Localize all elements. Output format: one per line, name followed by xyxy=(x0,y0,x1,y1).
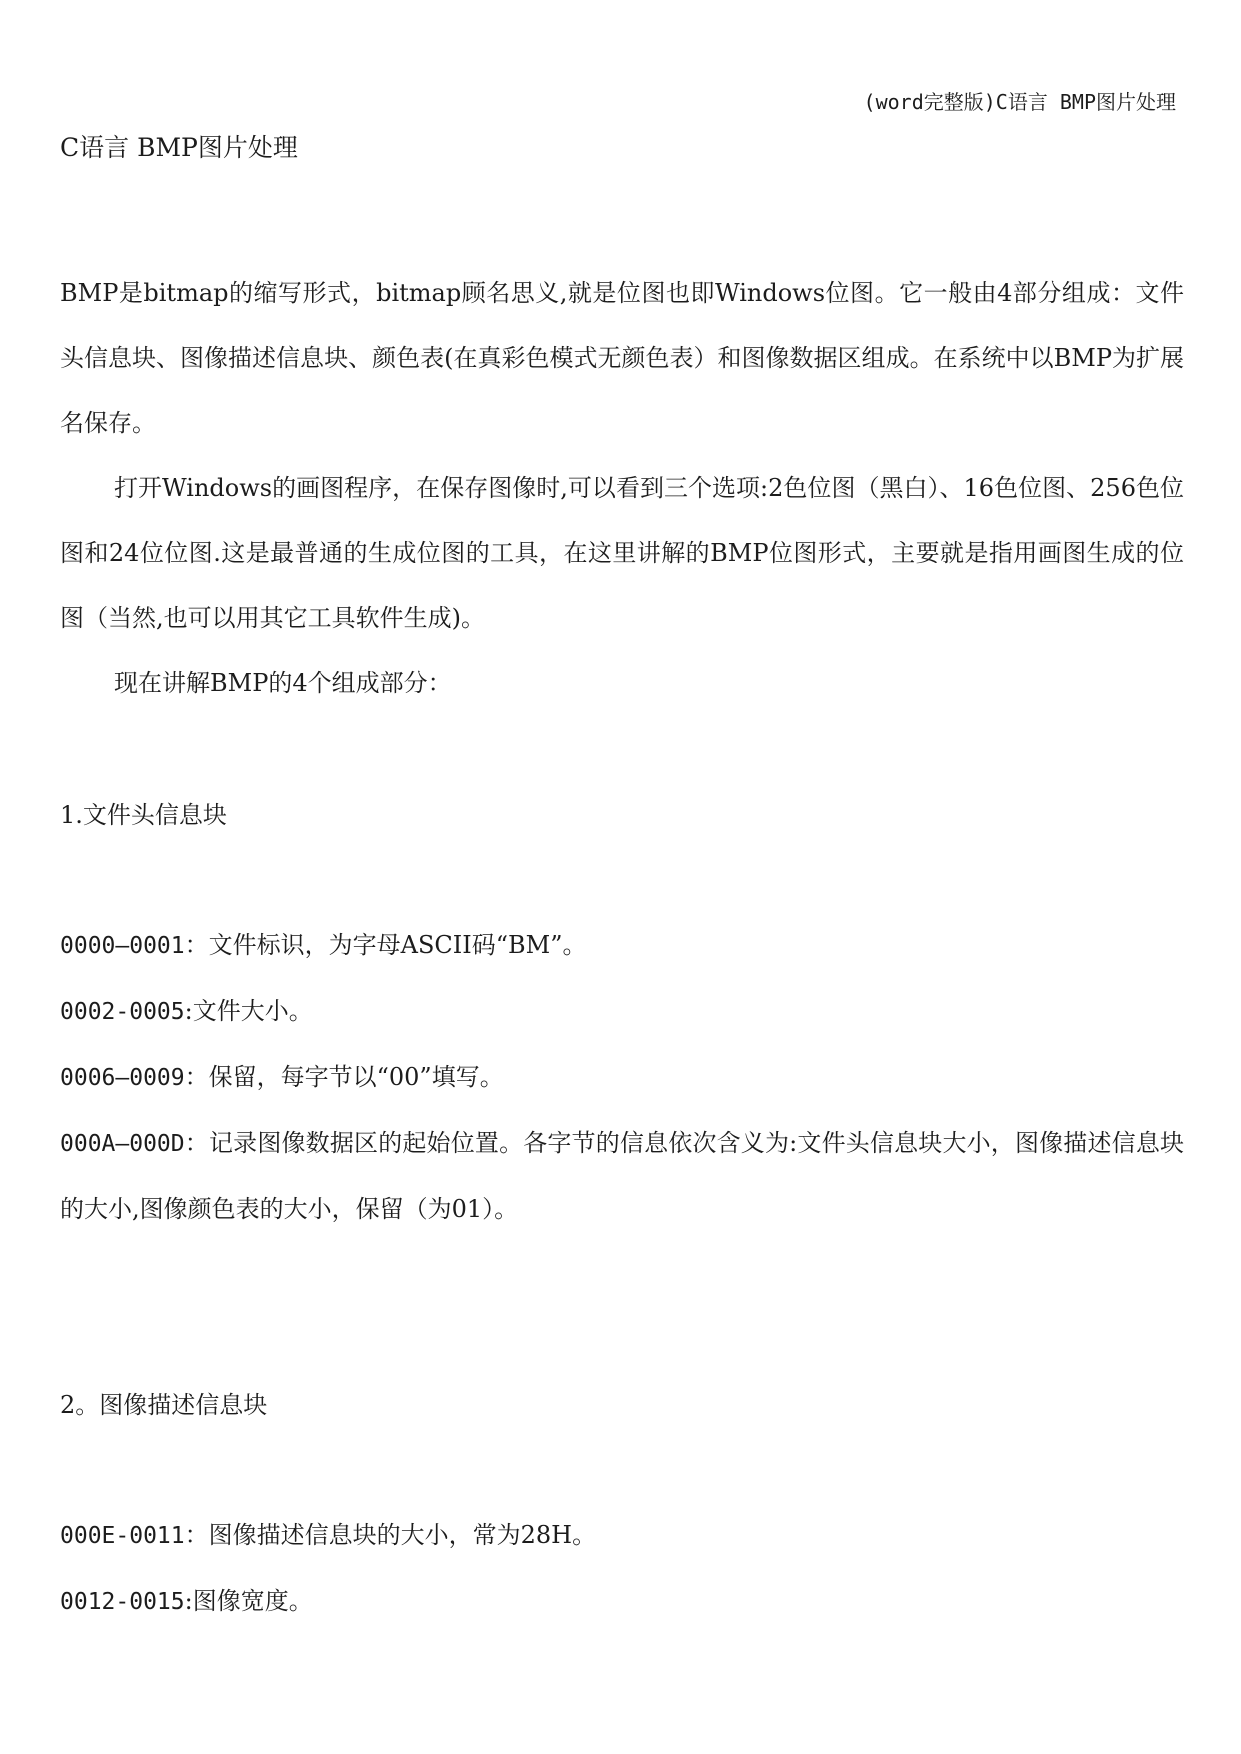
field-entry xyxy=(60,1503,1184,1569)
field-entry xyxy=(60,1111,1184,1242)
field-offset: 000A—000D xyxy=(60,1131,185,1157)
field-description: 记录图像数据区的起始位置。各字节的信息依次含义为:文件头信息块大小，图像描述信息块的大小,图像颜色表的大小，保留（为01）。 xyxy=(60,1129,1185,1223)
field-description: 文件标识，为字母ASCII码“BM”。 xyxy=(208,931,587,959)
blank-line xyxy=(60,1242,1184,1387)
document-body xyxy=(60,130,1184,1635)
field-description: 图像宽度。 xyxy=(192,1587,313,1615)
field-entry xyxy=(60,913,1184,979)
field-separator: ： xyxy=(184,1063,209,1091)
field-offset: 000E-0011 xyxy=(60,1523,185,1549)
field-description: 文件大小。 xyxy=(192,997,313,1025)
section-heading-image-info: 2。图像描述信息块 xyxy=(60,1391,268,1419)
intro-paragraph: BMP是bitmap的缩写形式，bitmap顾名思义,就是位图也即Windows位图。它一般由4部分组成：文件头信息块、图像描述信息块、颜色表(在真彩色模式无颜色表）和图像数据区组成。在系统中以BMP为扩展名保存。 xyxy=(60,279,1184,437)
field-separator: : xyxy=(184,997,193,1025)
field-description: 保留，每字节以“00”填写。 xyxy=(208,1063,504,1091)
field-entry xyxy=(60,1045,1184,1111)
field-separator: : xyxy=(184,1587,193,1615)
paint-program-paragraph: 打开Windows的画图程序，在保存图像时,可以看到三个选项:2色位图（黑白）、16色位图、256色位图和24位位图.这是最普通的生成位图的工具，在这里讲解的BMP位图形式，主要就是指用画图生成的位图（当然,也可以用其它工具软件生成)。 xyxy=(60,474,1184,632)
document-title: C语言 BMP图片处理 xyxy=(60,133,298,162)
blank-line xyxy=(60,833,1184,913)
field-offset: 0006—0009 xyxy=(60,1065,185,1091)
blank-line xyxy=(60,1423,1184,1503)
parts-intro-paragraph: 现在讲解BMP的4个组成部分： xyxy=(114,669,452,697)
blank-line xyxy=(60,716,1184,797)
field-description: 图像描述信息块的大小，常为28H。 xyxy=(208,1521,597,1549)
field-entry xyxy=(60,979,1184,1045)
field-separator: ： xyxy=(184,1521,209,1549)
field-separator: ： xyxy=(184,931,209,959)
field-separator: ： xyxy=(184,1129,209,1157)
field-offset: 0000—0001 xyxy=(60,933,185,959)
field-offset: 0002-0005 xyxy=(60,999,185,1025)
field-offset: 0012-0015 xyxy=(60,1589,185,1615)
field-entry xyxy=(60,1569,1184,1635)
blank-line xyxy=(60,166,1184,261)
section-heading-file-header: 1.文件头信息块 xyxy=(60,801,227,829)
running-header: (word完整版)C语言 BMP图片处理 xyxy=(863,90,1176,114)
